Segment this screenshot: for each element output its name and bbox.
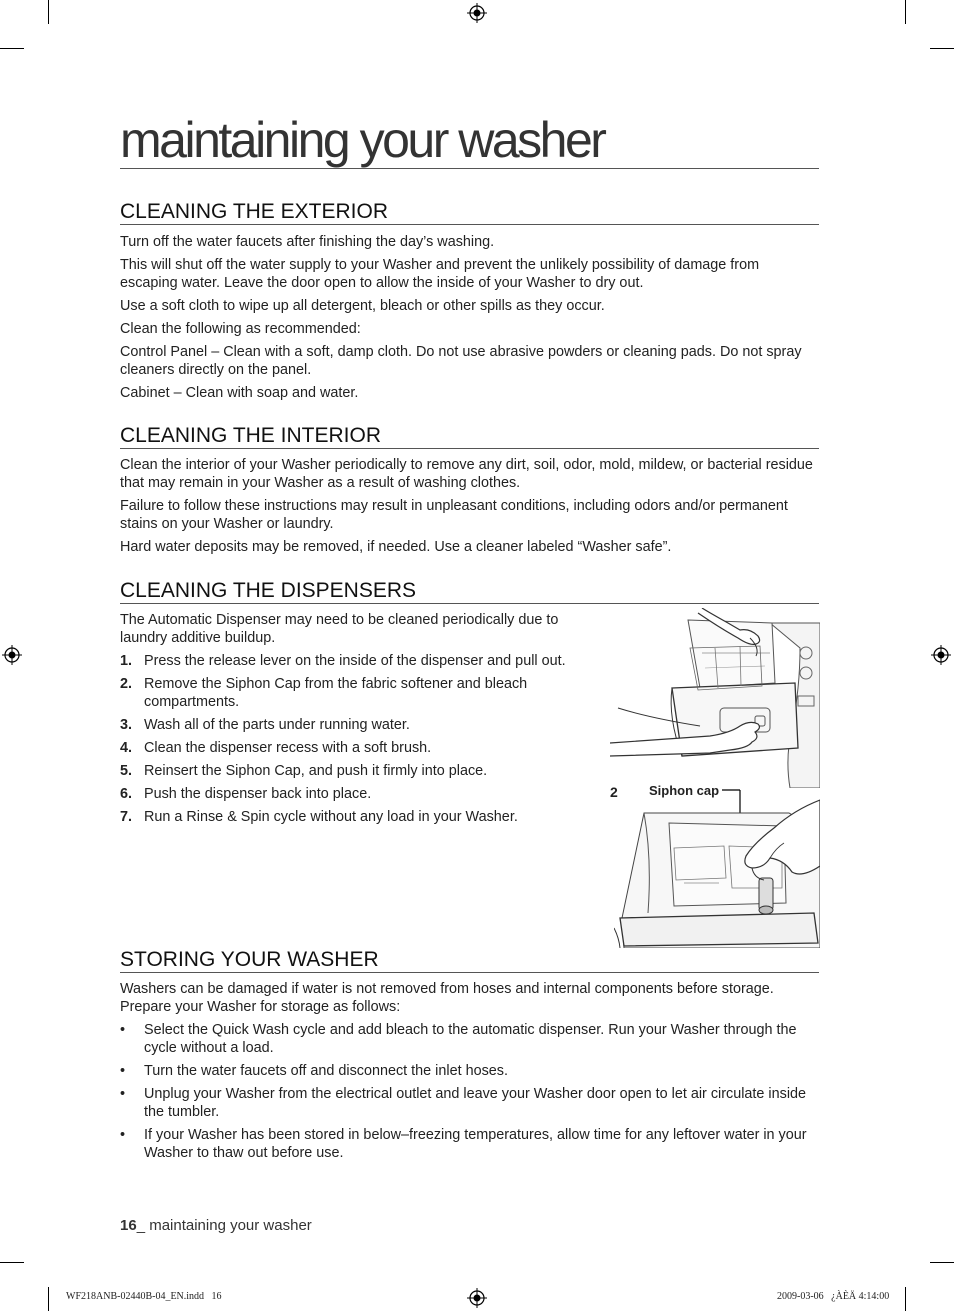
step-number: 3.	[120, 717, 133, 733]
section-heading-dispensers: CLEANING THE DISPENSERS	[120, 579, 819, 604]
siphon-cap-illustration	[614, 788, 820, 948]
list-item	[120, 808, 590, 826]
registration-mark-icon	[467, 1288, 487, 1308]
page-footer-label: _ maintaining your washer	[136, 1217, 312, 1234]
page-footer	[120, 1217, 312, 1234]
registration-mark-icon	[467, 3, 487, 23]
section-heading-storing: STORING YOUR WASHER	[120, 948, 819, 973]
bullet-text: Unplug your Washer from the electrical outlet and leave your Washer door open to let air circulate inside the tumbler.	[144, 1086, 807, 1120]
crop-mark	[48, 1287, 49, 1311]
step-text: Run a Rinse & Spin cycle without any load in your Washer.	[144, 809, 518, 825]
step-text: Wash all of the parts under running water.	[144, 717, 410, 733]
page-number: 16	[120, 1217, 137, 1234]
bullet-icon: •	[120, 1086, 126, 1102]
list-item	[120, 716, 590, 734]
crop-mark	[905, 0, 906, 24]
bullet-text: Select the Quick Wash cycle and add bleach to the automatic dispenser. Run your Washer through the cycle without a load.	[144, 1022, 797, 1056]
registration-mark-icon	[931, 645, 951, 665]
exterior-paragraph: Use a soft cloth to wipe up all detergent, bleach or other spills as they occur.	[120, 298, 605, 314]
step-number: 1.	[120, 653, 133, 669]
crop-mark	[930, 1262, 954, 1263]
bullet-text: Turn the water faucets off and disconnect the inlet hoses.	[144, 1063, 508, 1079]
list-item	[120, 1021, 820, 1057]
interior-paragraph: Clean the interior of your Washer periodically to remove any dirt, soil, odor, mold, mildew, or bacterial residue that may remain in your Washer as a result of washing clothes.	[120, 457, 813, 491]
siphon-cap-callout: Siphon cap	[649, 783, 720, 798]
crop-mark	[0, 48, 24, 49]
list-item	[120, 762, 590, 780]
registration-mark-icon	[2, 645, 22, 665]
page-title: maintaining your washer	[120, 112, 819, 169]
step-number: 2.	[120, 676, 133, 692]
step-text: Remove the Siphon Cap from the fabric softener and bleach compartments.	[144, 676, 528, 710]
step-number: 4.	[120, 740, 133, 756]
crop-mark	[48, 0, 49, 24]
step-number: 7.	[120, 809, 133, 825]
bullet-icon: •	[120, 1022, 126, 1038]
figure-2-number: 2	[610, 784, 618, 800]
list-item	[120, 785, 590, 803]
exterior-paragraph: Turn off the water faucets after finishing the day’s washing.	[120, 234, 495, 250]
bullet-text: If your Washer has been stored in below–freezing temperatures, allow time for any leftover water in your Washer to thaw out before use.	[144, 1127, 807, 1161]
list-item	[120, 1062, 820, 1080]
print-slug-left: WF218ANB-02440B-04_EN.indd 16	[66, 1291, 222, 1302]
section-heading-exterior: CLEANING THE EXTERIOR	[120, 200, 819, 225]
bullet-icon: •	[120, 1127, 126, 1143]
exterior-paragraph: Control Panel – Clean with a soft, damp cloth. Do not use abrasive powders or cleaning pads. Do not spray cleaners directly on the panel.	[120, 344, 802, 378]
list-item	[120, 1126, 820, 1162]
step-text: Clean the dispenser recess with a soft brush.	[144, 740, 432, 756]
storing-intro: Washers can be damaged if water is not removed from hoses and internal components before storage. Prepare your Washer for storage as follows:	[120, 981, 774, 1015]
dispensers-intro: The Automatic Dispenser may need to be cleaned periodically due to laundry additive buildup.	[120, 612, 559, 646]
step-text: Push the dispenser back into place.	[144, 786, 372, 802]
step-number: 6.	[120, 786, 133, 802]
bullet-icon: •	[120, 1063, 126, 1079]
interior-paragraph: Hard water deposits may be removed, if needed. Use a cleaner labeled “Washer safe”.	[120, 539, 672, 555]
crop-mark	[0, 1262, 24, 1263]
section-heading-interior: CLEANING THE INTERIOR	[120, 424, 819, 449]
crop-mark	[905, 1287, 906, 1311]
step-number: 5.	[120, 763, 133, 779]
crop-mark	[930, 48, 954, 49]
interior-paragraph: Failure to follow these instructions may result in unpleasant conditions, including odors and/or permanent stains on your Washer or laundry.	[120, 498, 788, 532]
step-text: Reinsert the Siphon Cap, and push it firmly into place.	[144, 763, 488, 779]
exterior-paragraph: This will shut off the water supply to your Washer and prevent the unlikely possibility of damage from escaping water. Leave the door open to allow the inside of your Washer to dry out.	[120, 257, 760, 291]
dispenser-pull-out-illustration	[610, 608, 820, 788]
print-slug-right: 2009-03-06 ¿ÀÈÄ 4:14:00	[777, 1291, 890, 1302]
step-text: Press the release lever on the inside of the dispenser and pull out.	[144, 653, 566, 669]
list-item	[120, 652, 590, 670]
list-item	[120, 739, 590, 757]
exterior-paragraph: Clean the following as recommended:	[120, 321, 361, 337]
list-item	[120, 675, 590, 711]
list-item	[120, 1085, 820, 1121]
exterior-paragraph: Cabinet – Clean with soap and water.	[120, 385, 359, 401]
